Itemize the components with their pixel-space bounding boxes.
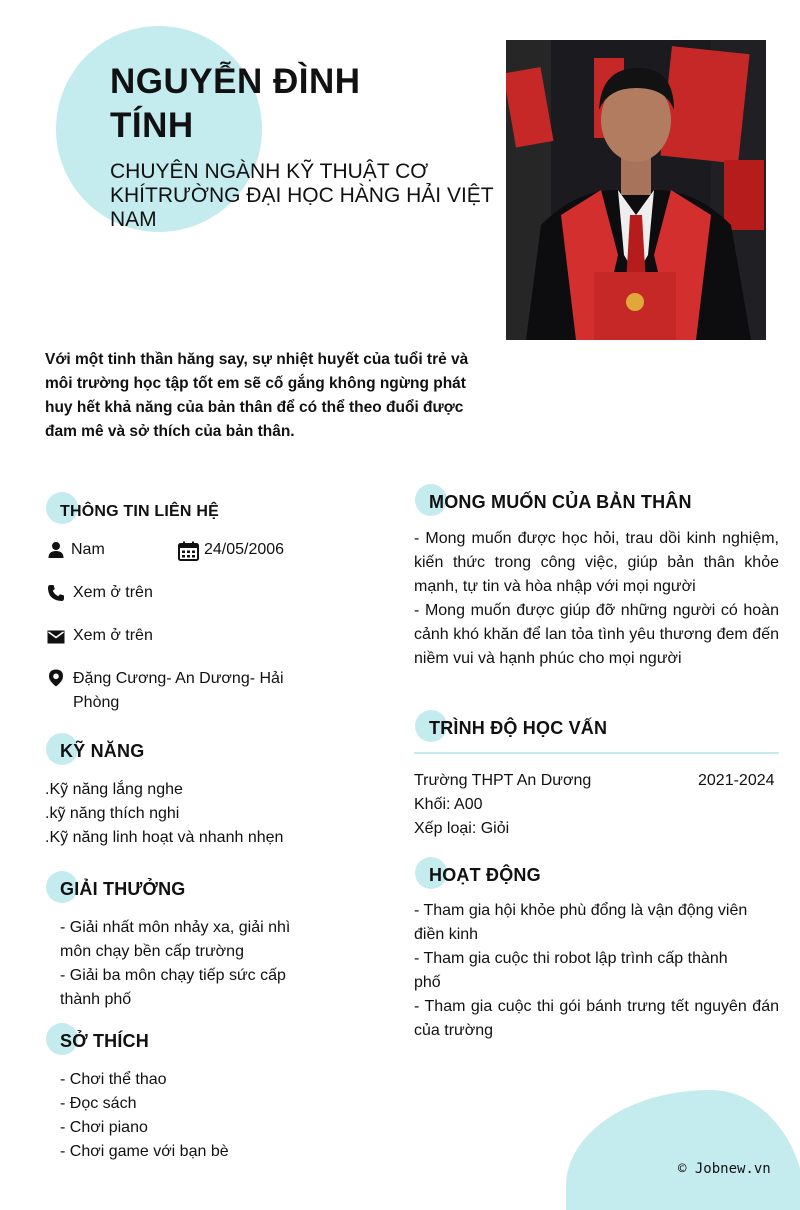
awards-list [60,916,310,1012]
list-item: .kỹ năng thích nghi [45,805,180,822]
candidate-subtitle: CHUYÊN NGÀNH KỸ THUẬT CƠ KHÍTRƯỜNG ĐẠI HỌC HÀNG HẢI VIỆT NAM [110,160,494,231]
goals-section-title: MONG MUỐN CỦA BẢN THÂN [429,492,692,513]
skills-section-title: KỸ NĂNG [60,741,144,762]
awards-section-title: GIẢI THƯỞNG [60,879,185,900]
education-block: Khối: A00 [414,796,483,813]
person-icon [47,541,65,559]
mail-icon [47,628,65,646]
phone-value: Xem ở trên [73,584,153,601]
list-item: - Chơi game với bạn bè [60,1143,229,1160]
gender-value: Nam [71,541,105,558]
location-pin-icon [47,669,65,687]
list-item: - Giải nhất môn nhảy xa, giải nhì môn chạy bền cấp trường [60,919,291,960]
profile-photo [506,40,766,340]
education-section-title: TRÌNH ĐỘ HỌC VẤN [429,718,607,739]
activities-list [414,899,779,1043]
address-value: Đặng Cương- An Dương- Hải Phòng [73,670,284,711]
list-item: - Tham gia cuộc thi gói bánh trưng tết nguyên đán của trường [414,998,779,1039]
calendar-icon [178,541,199,561]
list-item: .Kỹ năng lắng nghe [45,781,183,798]
list-item: .Kỹ năng linh hoạt và nhanh nhẹn [45,829,284,846]
phone-icon [47,584,65,602]
hobbies-list [60,1068,320,1164]
hobbies-section-title: SỞ THÍCH [60,1031,149,1052]
skills-list [45,778,375,850]
list-item: - Tham gia hội khỏe phù đổng là vận động viên điền kinh [414,902,748,943]
candidate-name: NGUYỄN ĐÌNH TÍNH [110,62,361,145]
activities-section-title: HOẠT ĐỘNG [429,865,541,886]
list-item: - Mong muốn được học hỏi, trau dồi kinh nghiệm, kiến thức trong công việc, giúp bản thân khỏe mạnh, tự tin và hòa nhập với mọi người [414,530,779,595]
decorative-blob-bottom [566,1090,800,1210]
list-item: - Đọc sách [60,1095,137,1112]
email-value: Xem ở trên [73,627,153,644]
list-item: - Mong muốn được giúp đỡ những người có hoàn cảnh khó khăn để lan tỏa tình yêu thương đem đến niềm vui và hạnh phúc cho mọi người [414,602,779,667]
graduate-portrait-image [506,40,766,340]
footer-credit: © Jobnew.vn [678,1161,771,1177]
goals-list [414,527,779,671]
list-item: - Tham gia cuộc thi robot lập trình cấp thành phố [414,950,728,991]
education-rank: Xếp loại: Giỏi [414,820,510,837]
education-years: 2021-2024 [698,772,775,789]
list-item: - Chơi thể thao [60,1071,167,1088]
education-school: Trường THPT An Dương [414,772,592,789]
section-divider [414,752,779,754]
intro-paragraph: Với một tinh thần hăng say, sự nhiệt huyết của tuổi trẻ và môi trường học tập tốt em sẽ cố gắng không ngừng phát huy hết khả năng của bản thân để có thể theo đuổi được đam mê và sở thích của bản thân. [45,351,469,440]
contact-section-title: THÔNG TIN LIÊN HỆ [60,500,219,521]
list-item: - Chơi piano [60,1119,148,1136]
list-item: - Giải ba môn chạy tiếp sức cấp thành phố [60,967,286,1008]
birthdate-value: 24/05/2006 [204,541,285,558]
